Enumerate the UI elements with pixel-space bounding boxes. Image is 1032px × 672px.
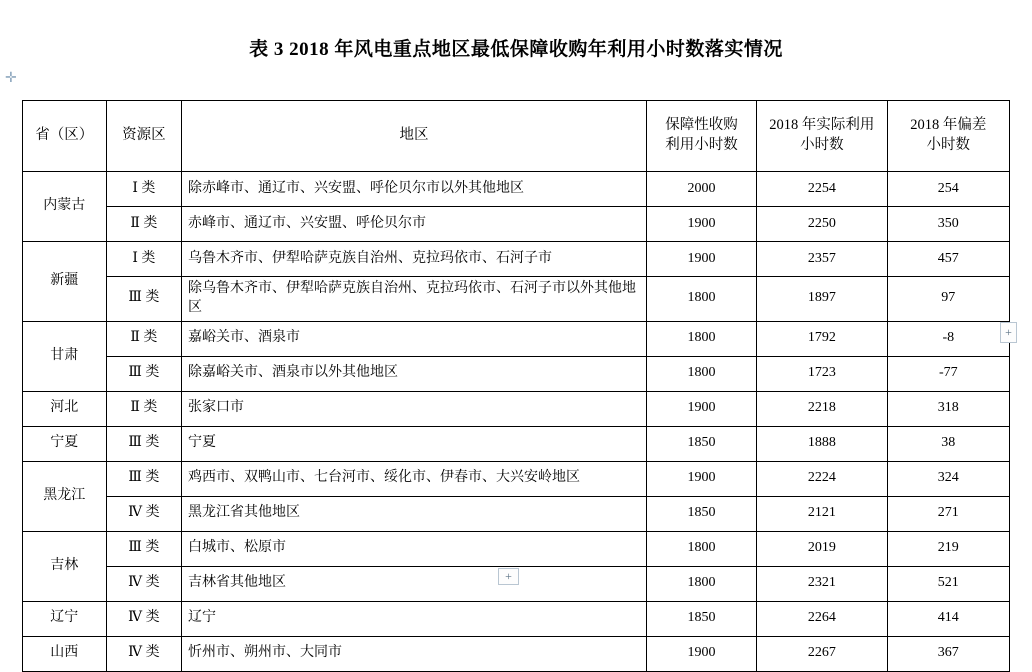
table-row [23, 601, 1010, 636]
expand-handle-right[interactable]: + [1000, 322, 1017, 343]
cell-zone: Ⅰ 类 [106, 172, 181, 207]
cell-guaranteed-hours: 1800 [646, 321, 756, 356]
cell-zone: Ⅳ 类 [106, 566, 181, 601]
cell-guaranteed-hours: 1850 [646, 601, 756, 636]
cell-province: 内蒙古 [23, 172, 107, 242]
cell-guaranteed-hours: 1900 [646, 636, 756, 671]
cell-area: 嘉峪关市、酒泉市 [182, 321, 647, 356]
table-row [23, 461, 1010, 496]
header-actual-line1: 2018 年实际利用 [769, 117, 875, 134]
header-guaranteed-line2: 利用小时数 [665, 137, 738, 153]
table-body [23, 172, 1010, 672]
cell-guaranteed-hours: 1850 [646, 426, 756, 461]
cell-deviation-hours: -8 [887, 321, 1009, 356]
cell-zone: Ⅰ 类 [106, 242, 181, 277]
table-container [22, 100, 1010, 672]
cell-zone: Ⅳ 类 [106, 636, 181, 671]
cell-guaranteed-hours: 2000 [646, 172, 756, 207]
table-row [23, 356, 1010, 391]
cell-deviation-hours: 38 [887, 426, 1009, 461]
cell-province: 宁夏 [23, 426, 107, 461]
cell-deviation-hours: 414 [887, 601, 1009, 636]
table-row [23, 636, 1010, 671]
cell-deviation-hours: 271 [887, 496, 1009, 531]
cell-area: 赤峰市、通辽市、兴安盟、呼伦贝尔市 [182, 207, 647, 242]
cell-province: 甘肃 [23, 321, 107, 391]
header-actual [757, 101, 888, 172]
cell-actual-hours: 2357 [757, 242, 888, 277]
cell-deviation-hours: 254 [887, 172, 1009, 207]
cell-zone: Ⅱ 类 [106, 391, 181, 426]
cell-actual-hours: 2218 [757, 391, 888, 426]
header-area: 地区 [182, 101, 647, 172]
header-zone: 资源区 [106, 101, 181, 172]
cell-zone: Ⅳ 类 [106, 601, 181, 636]
cell-deviation-hours: 367 [887, 636, 1009, 671]
cell-actual-hours: 2267 [757, 636, 888, 671]
cell-guaranteed-hours: 1800 [646, 356, 756, 391]
cell-area: 除赤峰市、通辽市、兴安盟、呼伦贝尔市以外其他地区 [182, 172, 647, 207]
cell-province: 新疆 [23, 242, 107, 322]
cell-actual-hours: 2121 [757, 496, 888, 531]
header-deviation-line1: 2018 年偏差 [910, 117, 987, 134]
cell-zone: Ⅲ 类 [106, 426, 181, 461]
cell-guaranteed-hours: 1800 [646, 531, 756, 566]
cell-province: 吉林 [23, 531, 107, 601]
cell-guaranteed-hours: 1900 [646, 242, 756, 277]
cell-area: 吉林省其他地区 [182, 566, 647, 601]
cell-actual-hours: 2264 [757, 601, 888, 636]
header-guaranteed-line1: 保障性收购 [665, 117, 738, 134]
header-deviation [887, 101, 1009, 172]
table-row [23, 207, 1010, 242]
cell-deviation-hours: 350 [887, 207, 1009, 242]
cell-actual-hours: 2250 [757, 207, 888, 242]
crop-marker-left: ✛ [5, 71, 17, 86]
cell-area: 张家口市 [182, 391, 647, 426]
cell-zone: Ⅲ 类 [106, 277, 181, 322]
cell-zone: Ⅲ 类 [106, 531, 181, 566]
page-title: 表 3 2018 年风电重点地区最低保障收购年利用小时数落实情况 [249, 39, 783, 60]
cell-area: 除嘉峪关市、酒泉市以外其他地区 [182, 356, 647, 391]
cell-area: 黑龙江省其他地区 [182, 496, 647, 531]
header-province: 省（区） [23, 101, 107, 172]
cell-guaranteed-hours: 1800 [646, 277, 756, 322]
table-row [23, 426, 1010, 461]
cell-zone: Ⅲ 类 [106, 461, 181, 496]
cell-zone: Ⅳ 类 [106, 496, 181, 531]
table-row [23, 496, 1010, 531]
wind-power-table [22, 100, 1010, 672]
header-actual-line2: 小时数 [800, 137, 844, 153]
cell-guaranteed-hours: 1850 [646, 496, 756, 531]
cell-area: 除乌鲁木齐市、伊犁哈萨克族自治州、克拉玛依市、石河子市以外其他地区 [182, 277, 647, 322]
cell-area: 辽宁 [182, 601, 647, 636]
expand-handle-bottom[interactable]: + [498, 568, 519, 585]
cell-deviation-hours: 521 [887, 566, 1009, 601]
cell-actual-hours: 2019 [757, 531, 888, 566]
cell-actual-hours: 1723 [757, 356, 888, 391]
cell-guaranteed-hours: 1900 [646, 391, 756, 426]
cell-area: 鸡西市、双鸭山市、七台河市、绥化市、伊春市、大兴安岭地区 [182, 461, 647, 496]
cell-area: 白城市、松原市 [182, 531, 647, 566]
header-deviation-line2: 小时数 [926, 137, 971, 153]
cell-deviation-hours: -77 [887, 356, 1009, 391]
cell-province: 河北 [23, 391, 107, 426]
cell-area: 宁夏 [182, 426, 647, 461]
cell-zone: Ⅲ 类 [106, 356, 181, 391]
table-row [23, 172, 1010, 207]
header-guaranteed [646, 101, 756, 172]
cell-guaranteed-hours: 1900 [646, 207, 756, 242]
cell-actual-hours: 2321 [757, 566, 888, 601]
table-row [23, 321, 1010, 356]
cell-actual-hours: 1897 [757, 277, 888, 322]
cell-guaranteed-hours: 1800 [646, 566, 756, 601]
cell-actual-hours: 1888 [757, 426, 888, 461]
table-header-row [23, 101, 1010, 172]
cell-zone: Ⅱ 类 [106, 321, 181, 356]
table-row [23, 242, 1010, 277]
cell-deviation-hours: 324 [887, 461, 1009, 496]
cell-province: 辽宁 [23, 601, 107, 636]
table-row [23, 277, 1010, 322]
cell-area: 乌鲁木齐市、伊犁哈萨克族自治州、克拉玛依市、石河子市 [182, 242, 647, 277]
table-row [23, 531, 1010, 566]
cell-guaranteed-hours: 1900 [646, 461, 756, 496]
cell-actual-hours: 2254 [757, 172, 888, 207]
cell-actual-hours: 2224 [757, 461, 888, 496]
cell-area: 忻州市、朔州市、大同市 [182, 636, 647, 671]
cell-zone: Ⅱ 类 [106, 207, 181, 242]
table-row [23, 391, 1010, 426]
cell-deviation-hours: 318 [887, 391, 1009, 426]
cell-deviation-hours: 97 [887, 277, 1009, 322]
cell-province: 山西 [23, 636, 107, 671]
cell-deviation-hours: 457 [887, 242, 1009, 277]
cell-actual-hours: 1792 [757, 321, 888, 356]
cell-deviation-hours: 219 [887, 531, 1009, 566]
cell-province: 黑龙江 [23, 461, 107, 531]
